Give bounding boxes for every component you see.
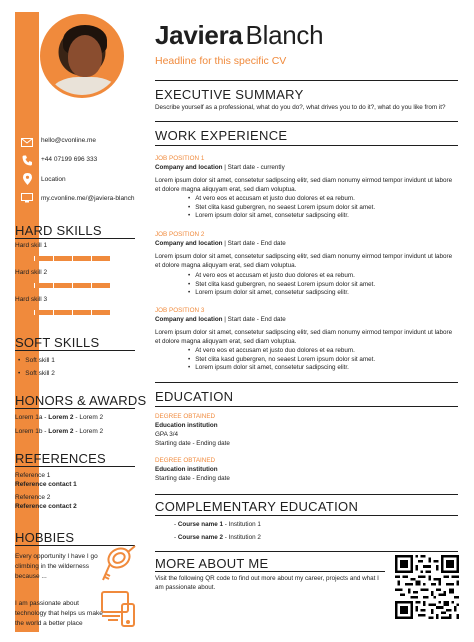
divider [15, 238, 135, 239]
headline: Headline for this specific CV [155, 55, 287, 67]
summary-heading: EXECUTIVE SUMMARY [155, 87, 304, 102]
climbing-rope-icon [100, 544, 138, 589]
hobby-line: the world a better place [15, 620, 83, 627]
qr-code[interactable] [395, 555, 459, 619]
course-institution: Institution 1 [228, 521, 261, 528]
honor-item: Lorem 1a - Lorem 2 - Lorem 2 [15, 414, 104, 421]
divider [155, 494, 458, 495]
education-institution: Education institution [155, 466, 218, 473]
job-company-line: Company and location | Start date - End date [155, 240, 286, 247]
job-company: Company and location [155, 316, 223, 323]
phone-text[interactable]: +44 07199 696 333 [41, 156, 98, 163]
phone-icon [18, 152, 36, 168]
job-description: Lorem ipsum dolor sit amet, consetetur sadipscing elitr, sed diam nonumy eirmod tempor invidunt ut labore et dolore magna aliquyam erat, sed diam voluptua. [155, 329, 453, 345]
job-company-line: Company and location | Start date - End date [155, 316, 286, 323]
profile-photo [40, 14, 124, 98]
hard-skill-bar [15, 283, 110, 288]
email-text[interactable]: hello@cvonline.me [41, 137, 97, 144]
job-description: Lorem ipsum dolor sit amet, consetetur sadipscing elitr, sed diam nonumy eirmod tempor invidunt ut labore et dolore magna aliquyam erat, sed diam voluptua. [155, 177, 453, 193]
reference-label: Reference 2 [15, 494, 51, 501]
job-bullet: • Stet clita kasd gubergren, no seaest Lorem ipsum dolor sit amet. [188, 356, 375, 365]
job-position: JOB POSITION 3 [155, 307, 205, 314]
hobbies-heading: HOBBIES [15, 530, 75, 545]
course-item: - Course name 1 - Institution 1 [174, 521, 261, 528]
job-bullets [188, 272, 375, 298]
education-dates: Starting date - Ending date [155, 475, 230, 482]
more-text: Visit the following QR code to find out more about my career, projects and what I am passionate about. [155, 575, 379, 591]
reference-label: Reference 1 [15, 472, 51, 479]
divider [15, 350, 135, 351]
honor-c: Lorem 2 [79, 414, 104, 421]
education-heading: EDUCATION [155, 389, 234, 404]
hobby-text [15, 599, 103, 629]
course-name: Course name 1 [177, 521, 224, 528]
summary-text: Describe yourself as a professional, what do you do?, what drives you to do it?, what do you like from it? [155, 104, 446, 111]
education-institution: Education institution [155, 422, 218, 429]
job-position: JOB POSITION 2 [155, 231, 205, 238]
honors-heading: HONORS & AWARDS [15, 393, 147, 408]
hard-skill-label: Hard skill 3 [15, 296, 48, 303]
honor-a: Lorem 1a [15, 414, 43, 421]
job-company: Company and location [155, 164, 223, 171]
honor-b: Lorem 2 [48, 414, 74, 421]
job-bullet: • At vero eos et accusam et justo duo dolores et ea rebum. [188, 272, 375, 281]
job-bullets [188, 195, 375, 221]
job-bullet: • At vero eos et accusam et justo duo dolores et ea rebum. [188, 195, 375, 204]
location-text: Location [41, 176, 66, 183]
candidate-name [155, 20, 323, 50]
job-company-line: Company and location | Start date - currently [155, 164, 285, 171]
last-name: Blanch [245, 20, 324, 50]
divider [155, 382, 458, 383]
honor-item: Lorem 1b - Lorem 2 - Lorem 2 [15, 428, 104, 435]
reference-contact: Reference contact 2 [15, 503, 77, 510]
email-icon [18, 134, 36, 150]
job-bullet: • Lorem ipsum dolor sit amet, consetetur sadipscing elitr. [188, 364, 375, 373]
hobby-line: technology that helps us make [15, 610, 103, 617]
honor-b: Lorem 2 [48, 428, 74, 435]
complementary-heading: COMPLEMENTARY EDUCATION [155, 499, 359, 514]
job-dates: Start date - End date [227, 316, 286, 323]
education-dates: Starting date - Ending date [155, 440, 230, 447]
job-dates: Start date - End date [227, 240, 286, 247]
education-gpa: GPA 3/4 [155, 431, 178, 438]
references-heading: REFERENCES [15, 451, 106, 466]
divider [155, 145, 458, 146]
reference-contact: Reference contact 1 [15, 481, 77, 488]
job-bullet: • Lorem ipsum dolor sit amet, consetetur sadipscing elitr. [188, 212, 375, 221]
location-pin-icon [18, 171, 36, 187]
soft-skill-item: • Soft skill 1 [18, 357, 55, 364]
divider [155, 551, 458, 552]
hard-skills-heading: HARD SKILLS [15, 223, 102, 238]
hard-skill-label: Hard skill 1 [15, 242, 48, 249]
website-link[interactable]: my.cvonline.me/@javiera-blanch [41, 195, 135, 202]
degree-label: DEGREE OBTAINED [155, 457, 216, 464]
hard-skill-bar [15, 256, 110, 261]
more-heading: MORE ABOUT ME [155, 556, 269, 571]
course-name: Course name 2 [177, 534, 224, 541]
job-bullet: • At vero eos et accusam et justo duo dolores et ea rebum. [188, 347, 375, 356]
job-position: JOB POSITION 1 [155, 155, 205, 162]
hobby-line: Every opportunity I have I go [15, 553, 98, 560]
job-bullet: • Stet clita kasd gubergren, no seaest Lorem ipsum dolor sit amet. [188, 281, 375, 290]
job-bullet: • Stet clita kasd gubergren, no seaest Lorem ipsum dolor sit amet. [188, 204, 375, 213]
divider [155, 515, 458, 516]
divider [155, 571, 385, 572]
degree-label: DEGREE OBTAINED [155, 413, 216, 420]
divider [155, 121, 458, 122]
honor-a: Lorem 1b [15, 428, 43, 435]
hobby-text [15, 552, 103, 582]
divider [15, 466, 135, 467]
soft-skills-heading: SOFT SKILLS [15, 335, 100, 350]
hard-skill-bar [15, 310, 110, 315]
hobby-line: because ... [15, 573, 47, 580]
job-description: Lorem ipsum dolor sit amet, consetetur sadipscing elitr, sed diam nonumy eirmod tempor invidunt ut labore et dolore magna aliquyam erat, sed diam voluptua. [155, 253, 453, 269]
job-dates: Start date - currently [227, 164, 285, 171]
job-company: Company and location [155, 240, 223, 247]
course-item: - Course name 2 - Institution 2 [174, 534, 261, 541]
soft-skill-item: • Soft skill 2 [18, 370, 55, 377]
work-heading: WORK EXPERIENCE [155, 128, 288, 143]
hobby-line: I am passionate about [15, 600, 79, 607]
course-institution: Institution 2 [228, 534, 261, 541]
hard-skill-label: Hard skill 2 [15, 269, 48, 276]
devices-icon [100, 590, 136, 633]
honor-c: Lorem 2 [79, 428, 104, 435]
divider [155, 406, 458, 407]
web-icon [18, 190, 36, 206]
hobby-line: climbing in the wilderness [15, 563, 90, 570]
divider [15, 408, 135, 409]
job-bullets [188, 347, 375, 373]
divider [155, 80, 458, 81]
job-bullet: • Lorem ipsum dolor sit amet, consetetur sadipscing elitr. [188, 289, 375, 298]
first-name: Javiera [155, 20, 243, 50]
